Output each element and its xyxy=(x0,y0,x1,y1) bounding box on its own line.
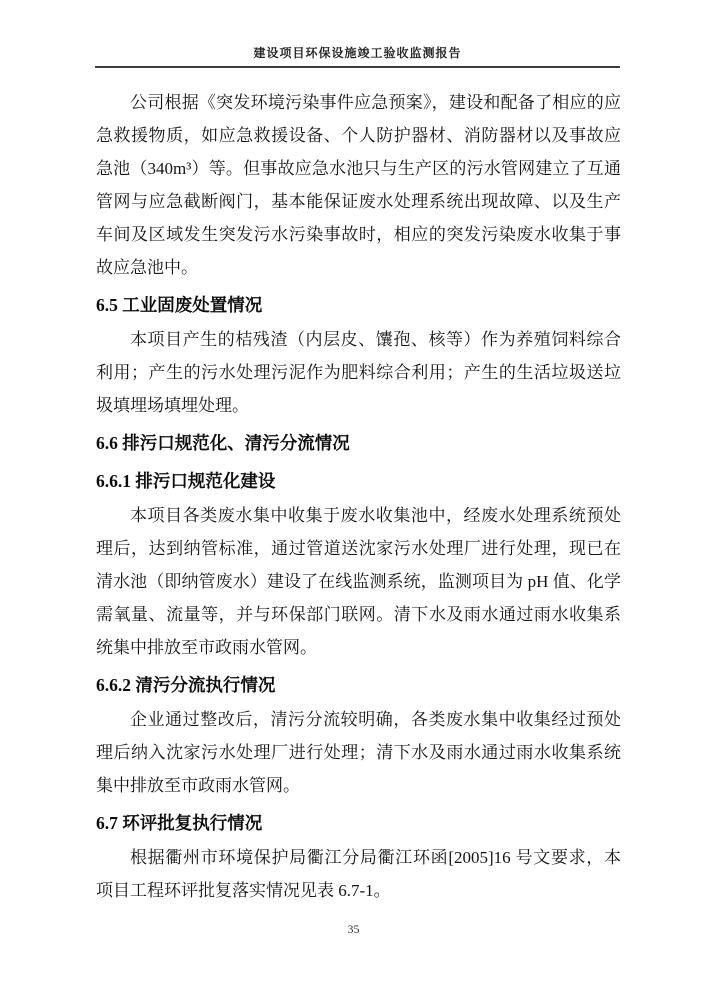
heading-6-6-2-diversion-implementation: 6.6.2 清污分流执行情况 xyxy=(96,675,276,695)
page-footer xyxy=(0,922,707,937)
paragraph-diversion-implementation: 企业通过整改后，清污分流较明确，各类废水集中收集经过预处理后纳入沈家污水处理厂进行处理；清下水及雨水通过雨水收集系统集中排放至市政雨水管网。 xyxy=(96,710,621,795)
page-number: 35 xyxy=(347,922,360,936)
document-body xyxy=(96,86,621,907)
paragraph-emergency-plan: 公司根据《突发环境污染事件应急预案》，建设和配备了相应的应急救援物质，如应急救援设备、个人防护器材、消防器材以及事故应急池（340m³）等。但事故应急水池只与生产区的污水管网建立了互通管网与应急截断阀门，基本能保证废水处理系统出现故障、以及生产车间及区域发生突发污水污染事故时，相应的突发污染废水收集于事故应急池中。 xyxy=(96,93,621,277)
paragraph-solid-waste: 本项目产生的桔残渣（内层皮、馕孢、核等）作为养殖饲料综合利用；产生的污水处理污泥作为肥料综合利用；产生的生活垃圾送垃圾填埋场填埋处理。 xyxy=(96,330,621,415)
heading-6-6-1-outlet-construction: 6.6.1 排污口规范化建设 xyxy=(96,471,276,491)
heading-6-5-solid-waste: 6.5 工业固废处置情况 xyxy=(96,295,263,315)
header-title: 建设项目环保设施竣工验收监测报告 xyxy=(253,46,462,60)
page-header xyxy=(95,44,620,68)
paragraph-eia-approval: 根据衢州市环境保护局衢江分局衢江环函[2005]16 号文要求，本项目工程环评批复落实情况见表 6.7-1。 xyxy=(96,848,621,900)
heading-6-7-eia-approval: 6.7 环评批复执行情况 xyxy=(96,813,263,833)
paragraph-outlet-construction: 本项目各类废水集中收集于废水收集池中，经废水处理系统预处理后，达到纳管标准，通过管道送沈家污水处理厂进行处理，现已在清水池（即纳管废水）建设了在线监测系统，监测项目为 pH 值、化学需氧量、流量等，并与环保部门联网。清下水及雨水通过雨水收集系统集中排放至市政雨水管网。 xyxy=(96,506,621,657)
heading-6-6-outlet-standardization: 6.6 排污口规范化、清污分流情况 xyxy=(96,433,350,453)
